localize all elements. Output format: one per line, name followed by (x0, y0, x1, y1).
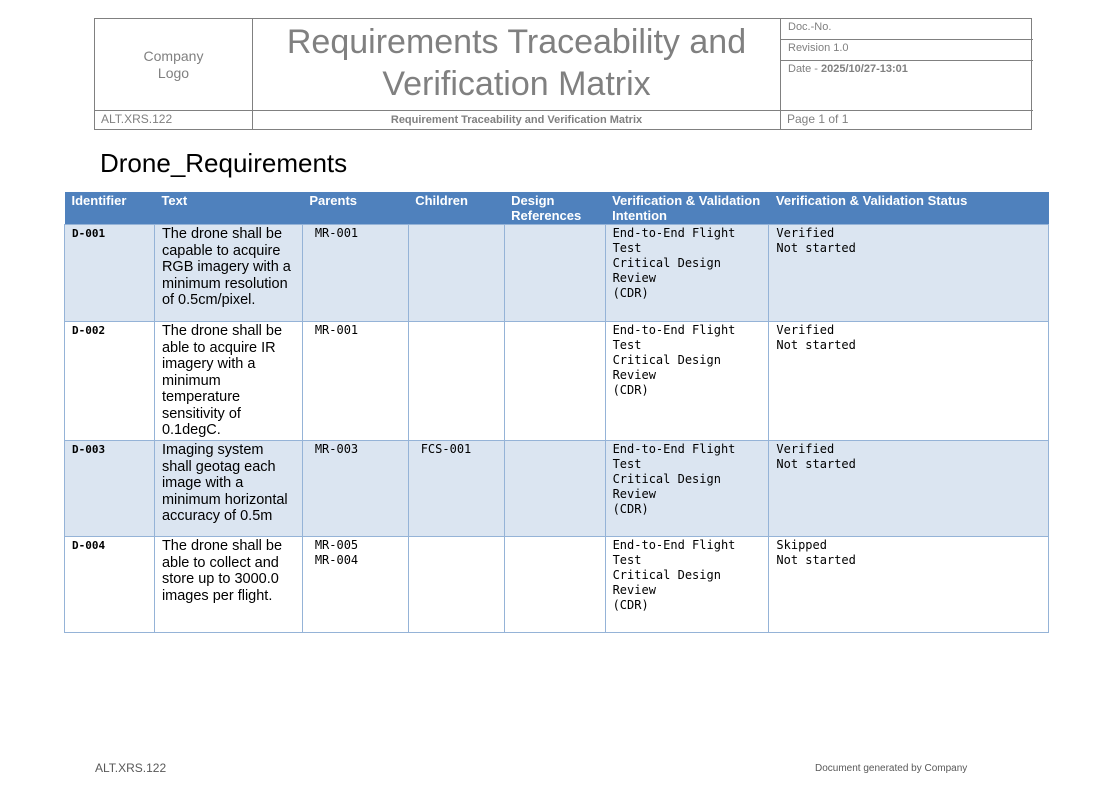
cell-vv-status: Verified Not started (769, 322, 1049, 441)
doc-number: Doc.-No. (781, 19, 1033, 40)
requirements-table (64, 192, 1049, 633)
cell-identifier: D-004 (65, 537, 155, 633)
cell-text: Imaging system shall geotag each image with a minimum horizontal accuracy of 0.5m (154, 441, 302, 537)
cell-parents: MR-001 (302, 225, 408, 322)
cell-text: The drone shall be able to acquire IR imagery with a minimum temperature sensitivity of 0.1degC. (154, 322, 302, 441)
col-identifier: Identifier (65, 192, 155, 225)
cell-identifier: D-001 (65, 225, 155, 322)
document-title: Requirements Traceability and Verification Matrix (253, 19, 781, 110)
footer-generated: Document generated by Company (815, 763, 968, 774)
section-title: Drone_Requirements (100, 148, 348, 178)
cell-vv-status: Verified Not started (769, 441, 1049, 537)
cell-vv-status: Verified Not started (769, 225, 1049, 322)
company-logo: Company Logo (95, 19, 253, 110)
cell-children (408, 322, 504, 441)
cell-identifier: D-002 (65, 322, 155, 441)
cell-design-references (504, 537, 605, 633)
cell-text: The drone shall be able to collect and store up to 3000.0 images per flight. (154, 537, 302, 633)
col-parents: Parents (302, 192, 408, 225)
cell-parents: MR-005 MR-004 (302, 537, 408, 633)
cell-vv-intention: End-to-End Flight Test Critical Design Review (CDR) (605, 322, 769, 441)
cell-vv-intention: End-to-End Flight Test Critical Design Review (CDR) (605, 225, 769, 322)
cell-vv-intention: End-to-End Flight Test Critical Design Review (CDR) (605, 441, 769, 537)
cell-children: FCS-001 (408, 441, 504, 537)
col-children: Children (408, 192, 504, 225)
doc-subtitle: Requirement Traceability and Verification Matrix (253, 110, 781, 130)
col-vv-status: Verification & Validation Status (769, 192, 1049, 225)
cell-children (408, 225, 504, 322)
table-row (65, 322, 1049, 441)
date: Date - 2025/10/27-13:01 (788, 63, 908, 75)
revision: Revision 1.0 (781, 40, 1033, 61)
cell-identifier: D-003 (65, 441, 155, 537)
doc-id: ALT.XRS.122 (95, 110, 253, 130)
table-row (65, 537, 1049, 633)
footer-doc-id: ALT.XRS.122 (95, 761, 167, 775)
col-vv-intention: Verification & Validation Intention (605, 192, 769, 225)
cell-vv-intention: End-to-End Flight Test Critical Design Review (CDR) (605, 537, 769, 633)
cell-children (408, 537, 504, 633)
cell-design-references (504, 225, 605, 322)
cell-parents: MR-001 (302, 322, 408, 441)
cell-design-references (504, 441, 605, 537)
col-design-references: Design References (504, 192, 605, 225)
table-row (65, 225, 1049, 322)
table-row (65, 441, 1049, 537)
cell-vv-status: Skipped Not started (769, 537, 1049, 633)
document-header (94, 18, 1032, 130)
cell-parents: MR-003 (302, 441, 408, 537)
table-header (65, 192, 1049, 225)
col-text: Text (154, 192, 302, 225)
cell-text: The drone shall be capable to acquire RGB imagery with a minimum resolution of 0.5cm/pixel. (154, 225, 302, 322)
page-number: Page 1 of 1 (781, 110, 1033, 130)
cell-design-references (504, 322, 605, 441)
